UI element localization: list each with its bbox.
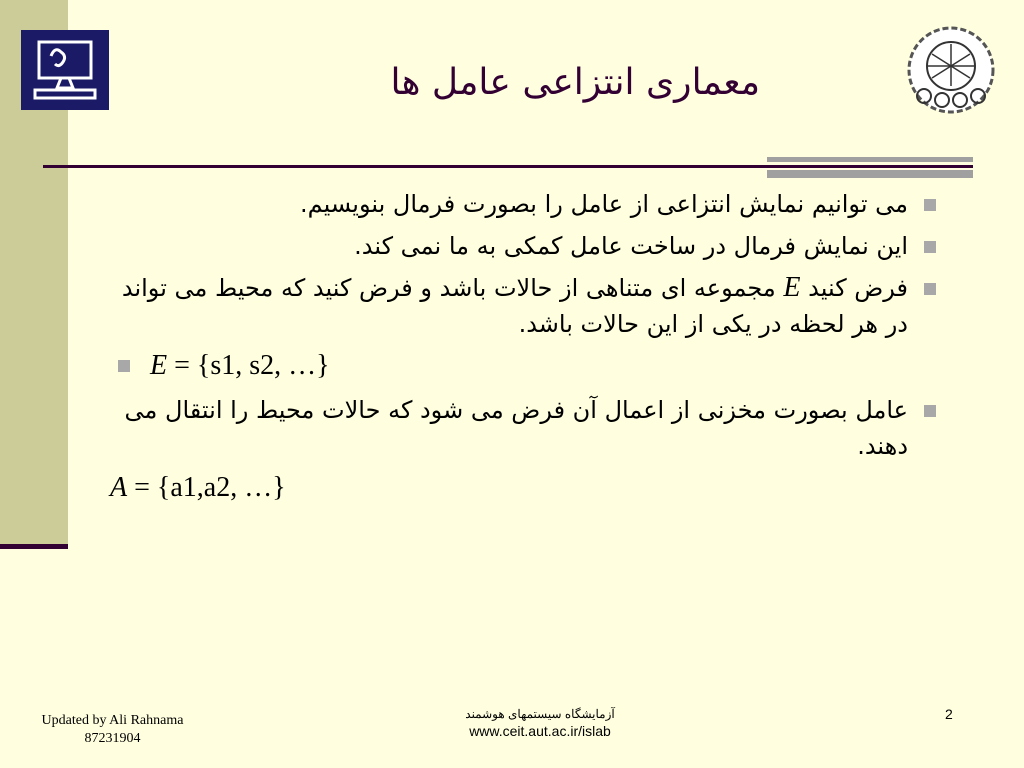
slide-title: معماری انتزاعی عامل ها	[390, 62, 760, 103]
bullet-item	[100, 392, 936, 464]
bullet-text: عامل بصورت مخزنی از اعمال آن فرض می شود که حالات محیط را انتقال می دهند.	[124, 396, 908, 460]
footer-lab	[440, 706, 640, 740]
square-bullet-icon	[924, 199, 936, 211]
set-E-elements: = {s1, s2, …}	[167, 350, 330, 381]
title-rule-accent-top	[767, 157, 973, 162]
bullet-text: می توانیم نمایش انتزاعی از عامل را بصورت فرمال بنویسیم.	[300, 190, 908, 218]
square-bullet-icon	[924, 283, 936, 295]
university-emblem-icon	[902, 24, 1000, 116]
bullet-text-after: مجموعه ای متناهی از حالات باشد و فرض کنید که محیط می تواند در هر لحظه در یکی از این حالات باشد.	[121, 274, 908, 338]
set-E-definition	[100, 348, 936, 384]
variable-E: E	[783, 272, 801, 303]
set-A-definition	[100, 470, 936, 506]
footer-author	[30, 712, 195, 748]
page-number: 2	[945, 706, 953, 722]
computer-lab-logo-icon	[21, 30, 109, 110]
bullet-item	[100, 186, 936, 222]
left-band-underline	[0, 544, 68, 549]
bullet-text: این نمایش فرمال در ساخت عامل کمکی به ما نمی کند.	[354, 232, 908, 260]
set-E-variable: E	[150, 350, 168, 381]
slide-content	[100, 186, 936, 506]
lab-url: www.ceit.aut.ac.ir/islab	[469, 723, 611, 739]
square-bullet-icon	[924, 405, 936, 417]
bullet-item	[100, 228, 936, 264]
bullet-item	[100, 270, 936, 342]
title-rule	[43, 165, 973, 168]
title-rule-accent-bottom	[767, 170, 973, 178]
square-bullet-icon	[924, 241, 936, 253]
author-id: 87231904	[84, 731, 141, 746]
set-A-elements: = {a1,a2, …}	[127, 472, 286, 503]
author-name: Updated by Ali Rahnama	[41, 713, 184, 728]
square-bullet-icon	[118, 360, 130, 372]
bullet-text-before: فرض کنید	[808, 274, 908, 302]
lab-name: آزمایشگاه سیستمهای هوشمند	[465, 707, 615, 721]
set-A-variable: A	[110, 472, 128, 503]
